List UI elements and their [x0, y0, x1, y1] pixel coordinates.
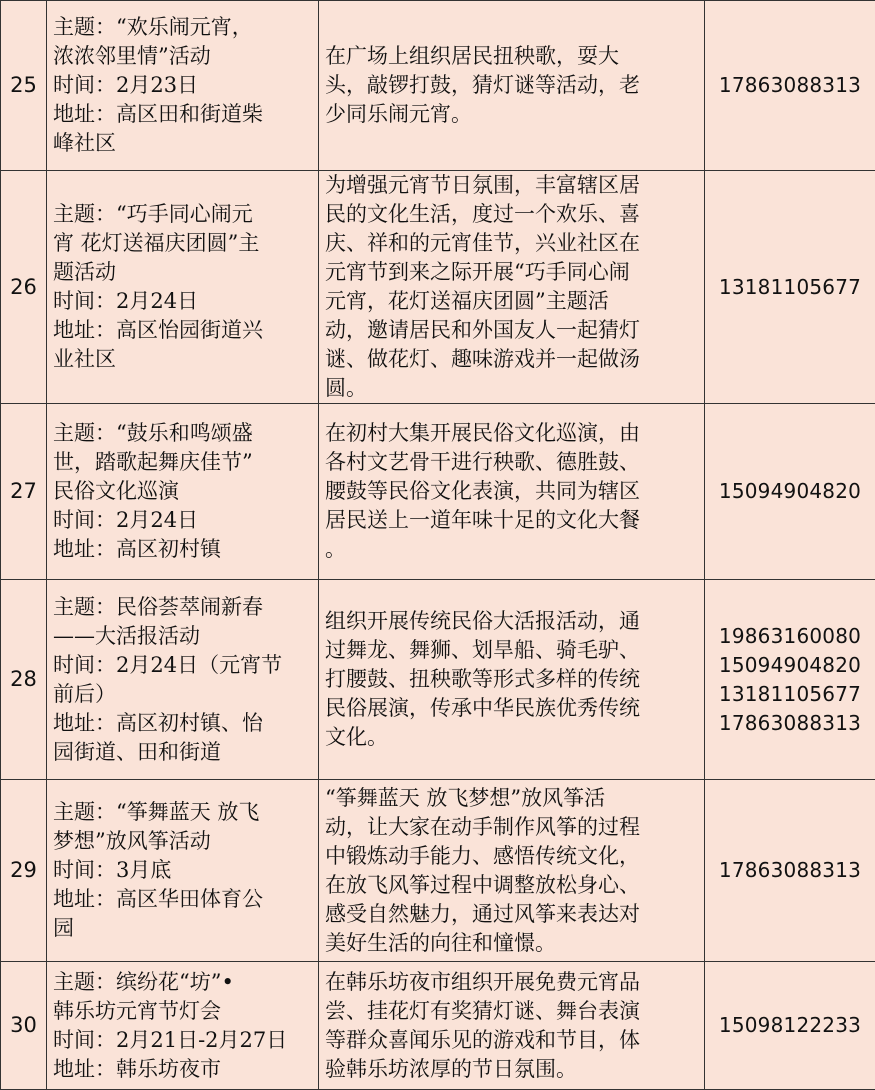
- table-row: [1, 404, 875, 580]
- event-topic-cell: 主题：“巧手同心闹元 宵 花灯送福庆团圆”主 题活动 时间：2月24日 地址：高区怡园街道兴 业社区: [47, 171, 319, 404]
- event-description-cell: 在初村大集开展民俗文化巡演，由 各村文艺骨干进行秧歌、德胜鼓、 腰鼓等民俗文化表演，共同为辖区 居民送上一道年味十足的文化大餐 。: [319, 404, 705, 580]
- event-description-cell: 在韩乐坊夜市组织开展免费元宵品 尝、挂花灯有奖猜灯谜、舞台表演 等群众喜闻乐见的游戏和节目，体 验韩乐坊浓厚的节日氛围。: [319, 962, 705, 1090]
- table-row: [1, 171, 875, 404]
- event-description-cell: 在广场上组织居民扭秧歌，耍大 头，敲锣打鼓，猜灯谜等活动，老 少同乐闹元宵。: [319, 1, 705, 171]
- contact-phone-cell: 19863160080 15094904820 13181105677 17863088313: [705, 580, 875, 780]
- event-topic-cell: 主题：“欢乐闹元宵， 浓浓邻里情”活动 时间：2月23日 地址：高区田和街道柴 峰社区: [47, 1, 319, 171]
- row-number: 28: [1, 580, 47, 780]
- event-topic-cell: 主题：“鼓乐和鸣颂盛 世，踏歌起舞庆佳节” 民俗文化巡演 时间：2月24日 地址：高区初村镇: [47, 404, 319, 580]
- event-topic-cell: 主题：缤纷花“坊”• 韩乐坊元宵节灯会 时间：2月21日-2月27日 地址：韩乐坊夜市: [47, 962, 319, 1090]
- contact-phone-cell: 15098122233: [705, 962, 875, 1090]
- row-number: 27: [1, 404, 47, 580]
- contact-phone-cell: 15094904820: [705, 404, 875, 580]
- event-topic-cell: 主题：民俗荟萃闹新春 ——大活报活动 时间：2月24日（元宵节 前后） 地址：高区初村镇、怡 园街道、田和街道: [47, 580, 319, 780]
- table-row: [1, 580, 875, 780]
- row-number: 30: [1, 962, 47, 1090]
- table-row: [1, 1, 875, 171]
- event-description-cell: 组织开展传统民俗大活报活动，通 过舞龙、舞狮、划旱船、骑毛驴、 打腰鼓、扭秧歌等形式多样的传统 民俗展演，传承中华民族优秀传统 文化。: [319, 580, 705, 780]
- table-row: [1, 780, 875, 962]
- table-row: [1, 962, 875, 1090]
- contact-phone-cell: 17863088313: [705, 1, 875, 171]
- event-description-cell: 为增强元宵节日氛围，丰富辖区居 民的文化生活，度过一个欢乐、喜 庆、祥和的元宵佳节，兴业社区在 元宵节到来之际开展“巧手同心闹 元宵，花灯送福庆团圆”主题活 动，邀请居民和外国友人一起猜灯 谜、做花灯、趣味游戏并一起做汤 圆。: [319, 171, 705, 404]
- row-number: 25: [1, 1, 47, 171]
- contact-phone-cell: 13181105677: [705, 171, 875, 404]
- row-number: 29: [1, 780, 47, 962]
- row-number: 26: [1, 171, 47, 404]
- contact-phone-cell: 17863088313: [705, 780, 875, 962]
- event-topic-cell: 主题：“筝舞蓝天 放飞 梦想”放风筝活动 时间：3月底 地址：高区华田体育公 园: [47, 780, 319, 962]
- event-description-cell: “筝舞蓝天 放飞梦想”放风筝活 动，让大家在动手制作风筝的过程 中锻炼动手能力、感悟传统文化， 在放飞风筝过程中调整放松身心、 感受自然魅力，通过风筝来表达对 美好生活的向往和憧憬。: [319, 780, 705, 962]
